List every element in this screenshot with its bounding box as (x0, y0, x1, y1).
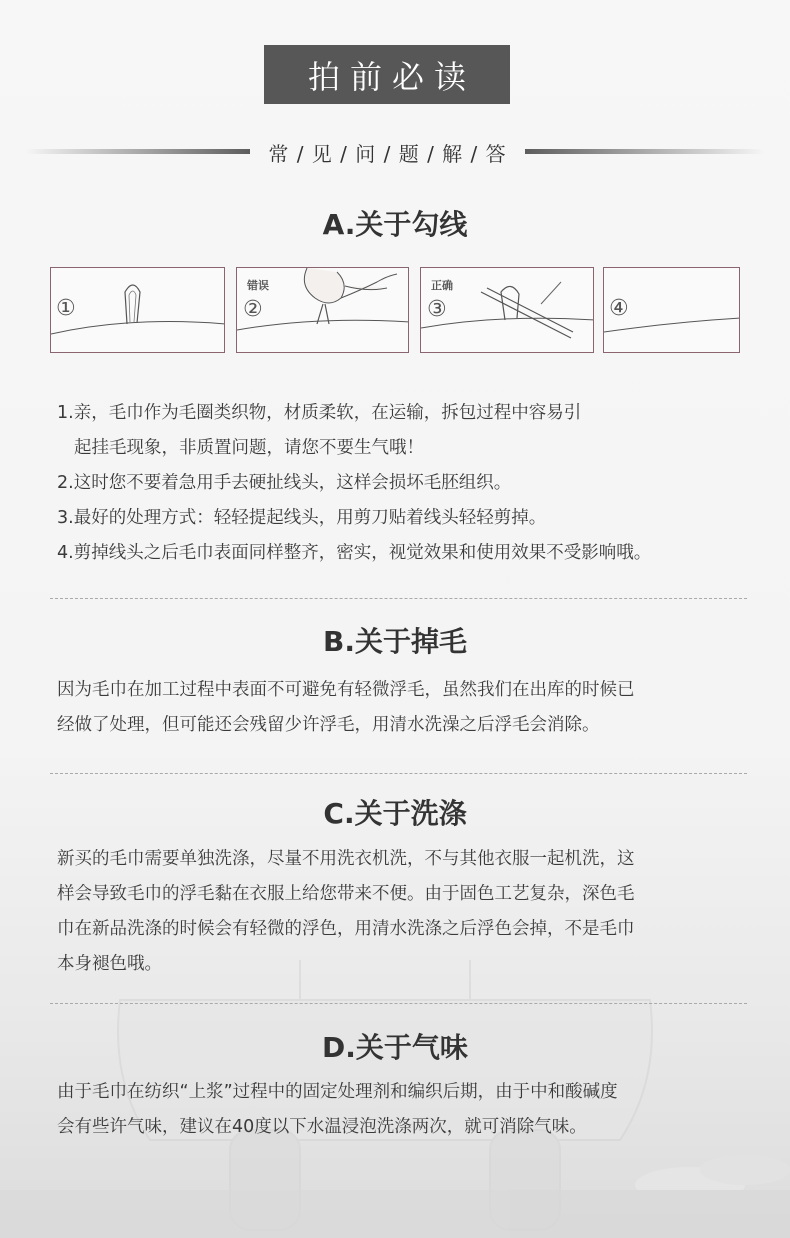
illustration-panel-3 (420, 267, 594, 353)
page-title: 拍前必读 (264, 45, 510, 104)
step-number: ④ (609, 296, 629, 321)
illustration-panel-1 (50, 267, 225, 353)
text-line: 3.最好的处理方式：轻轻提起线头，用剪刀贴着线头轻轻剪掉。 (57, 508, 547, 528)
subtitle-divider-left (25, 149, 250, 154)
step-number: ① (56, 296, 76, 321)
subtitle-divider-right (525, 149, 765, 154)
subtitle: 常 / 见 / 问 / 题 / 解 / 答 (268, 142, 507, 166)
wrong-label: 错误 (247, 279, 269, 292)
dashed-divider (50, 773, 747, 774)
text-line: 本身褪色哦。 (57, 954, 162, 974)
step-number: ② (243, 297, 263, 322)
dashed-divider (50, 1003, 747, 1004)
illustration-panel-4 (603, 267, 740, 353)
text-line: 4.剪掉线头之后毛巾表面同样整齐，密实，视觉效果和使用效果不受影响哦。 (57, 543, 652, 563)
section-b-heading: B.关于掉毛 (323, 625, 467, 658)
section-c-heading: C.关于洗涤 (323, 797, 467, 830)
section-c-text (57, 842, 747, 982)
subtitle-row (0, 136, 790, 168)
text-line: 起挂毛现象，非质置问题，请您不要生气哦！ (74, 438, 424, 458)
text-line: 巾在新品洗涤的时候会有轻微的浮色，用清水洗涤之后浮色会掉，不是毛巾 (57, 919, 635, 939)
section-d-heading: D.关于气味 (322, 1031, 468, 1064)
section-a-text (57, 396, 747, 571)
text-line: 2.这时您不要着急用手去硬扯线头，这样会损坏毛胚组织。 (57, 473, 512, 493)
text-line: 会有些许气味，建议在40度以下水温浸泡洗涤两次，就可消除气味。 (57, 1117, 587, 1137)
text-line: 1.亲，毛巾作为毛圈类织物，材质柔软，在运输，拆包过程中容易引 (57, 403, 582, 423)
step-number: ③ (427, 297, 447, 322)
text-line: 样会导致毛巾的浮毛黏在衣服上给您带来不便。由于固色工艺复杂，深色毛 (57, 884, 635, 904)
text-line: 因为毛巾在加工过程中表面不可避免有轻微浮毛，虽然我们在出库的时候已 (57, 680, 635, 700)
text-line: 新买的毛巾需要单独洗涤，尽量不用洗衣机洗，不与其他衣服一起机洗，这 (57, 849, 635, 869)
section-d-text (57, 1075, 747, 1145)
illustration-panel-2 (236, 267, 409, 353)
section-a-heading: A.关于勾线 (322, 208, 468, 241)
text-line: 经做了处理，但可能还会残留少许浮毛，用清水洗澡之后浮毛会消除。 (57, 715, 600, 735)
smooth-towel-illustration (604, 268, 740, 353)
dashed-divider (50, 598, 747, 599)
correct-label: 正确 (431, 279, 453, 292)
text-line: 由于毛巾在纺织“上浆”过程中的固定处理剂和编织后期，由于中和酸碱度 (57, 1082, 618, 1102)
towel-loop-illustration (51, 268, 225, 353)
section-b-text (57, 673, 747, 743)
